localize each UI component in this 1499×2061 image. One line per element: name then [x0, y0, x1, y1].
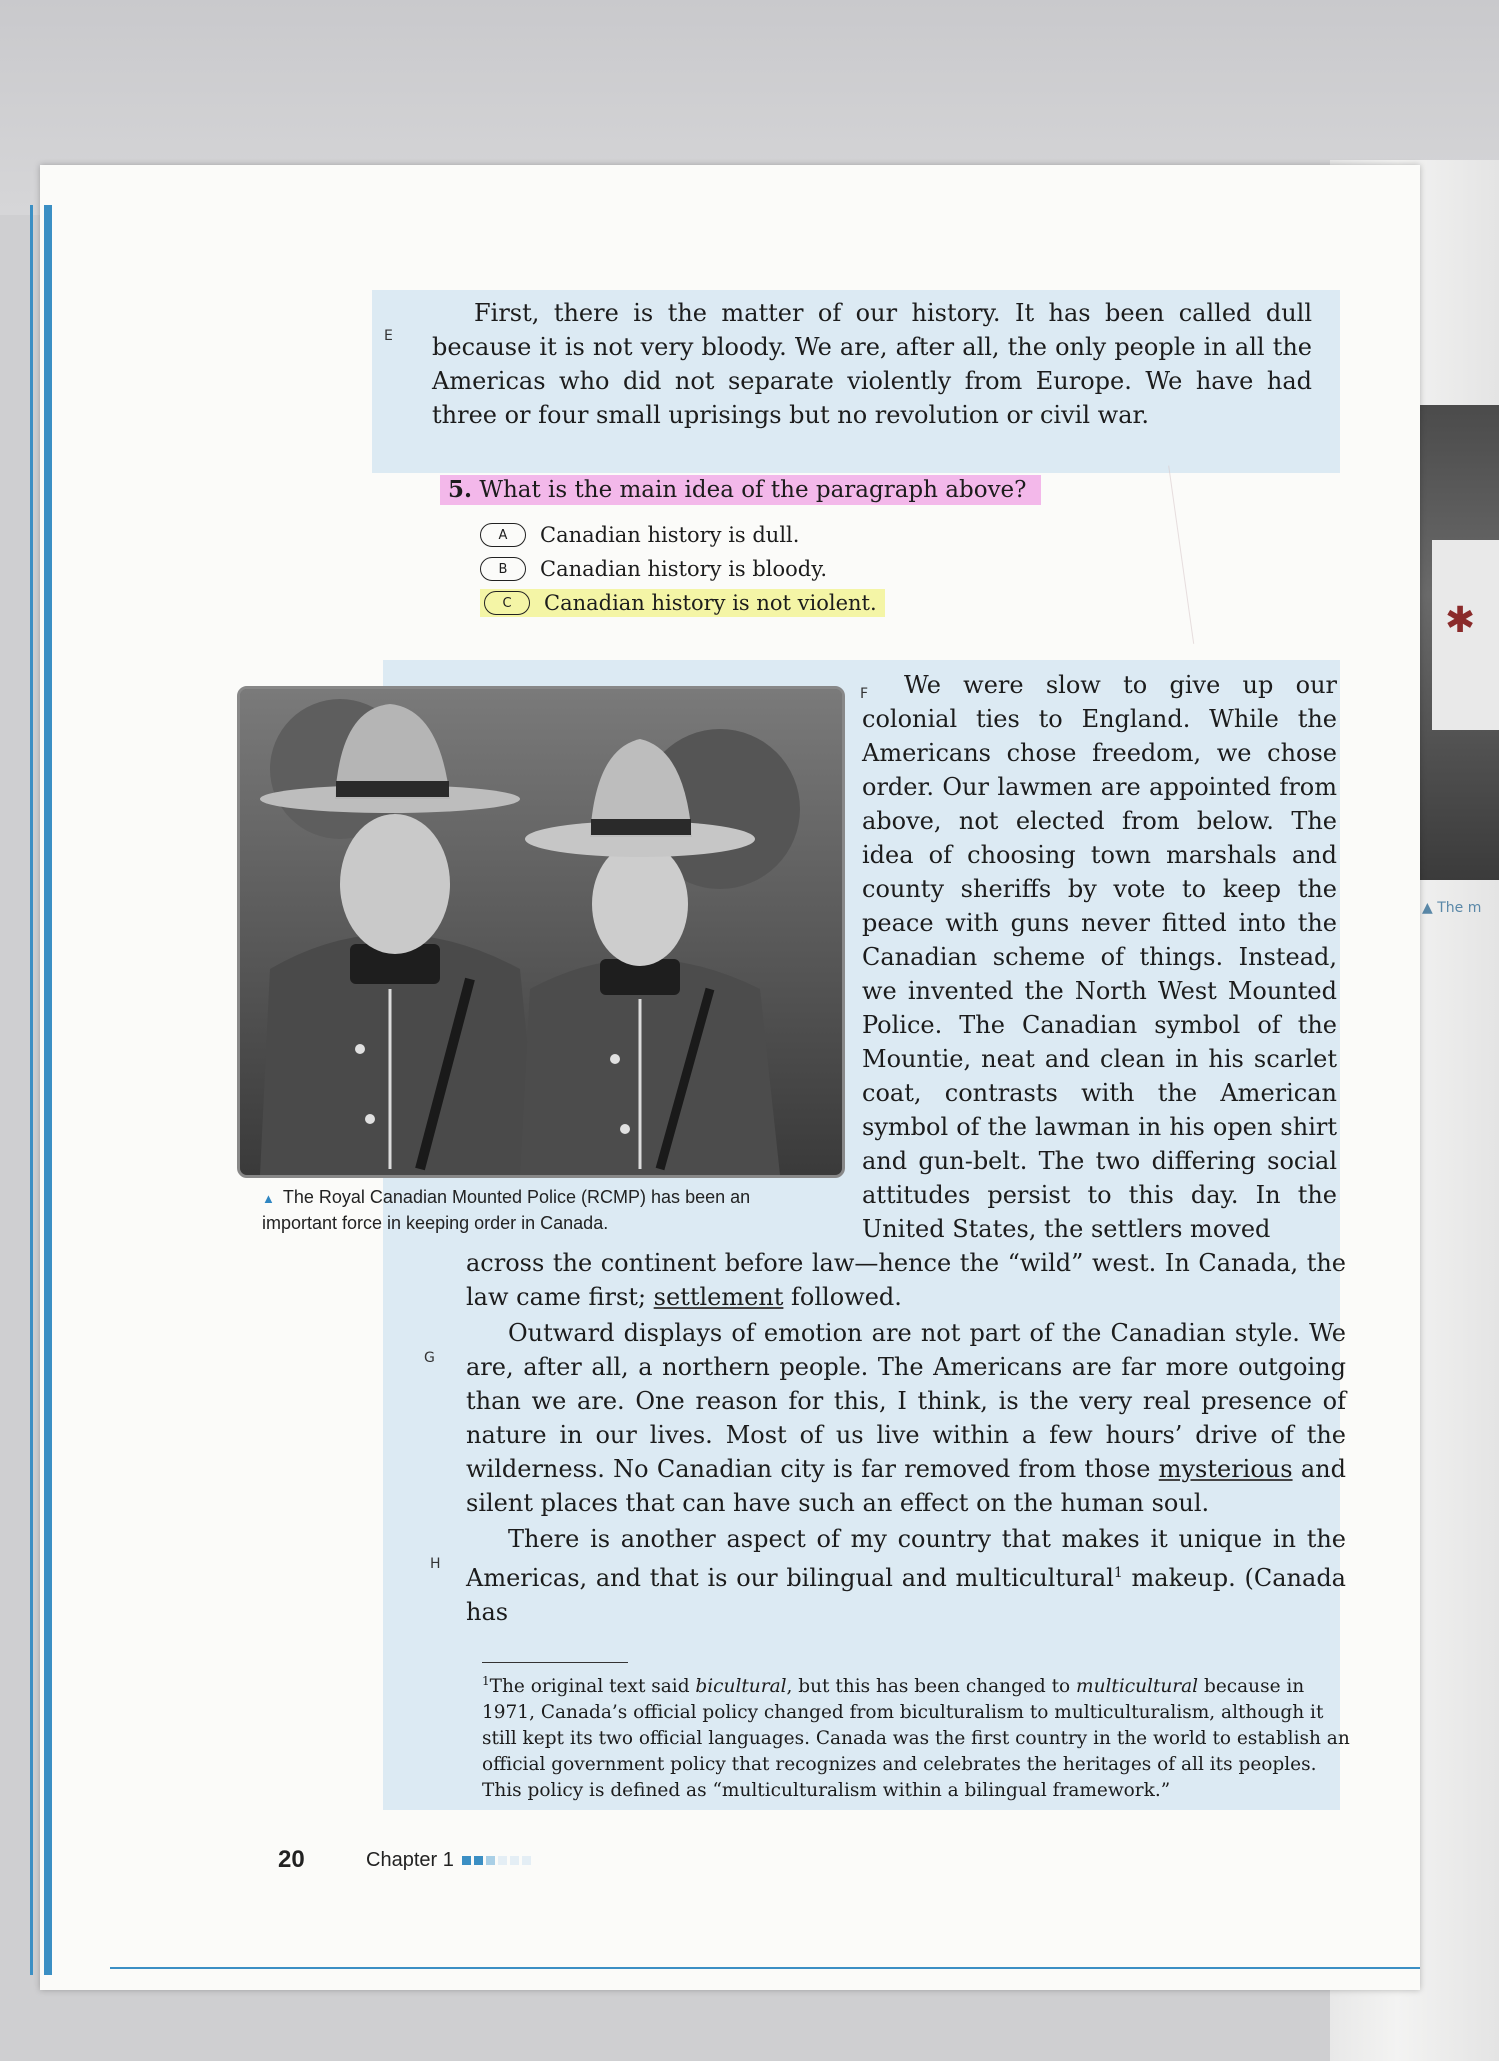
option-a-text: Canadian history is dull. [540, 523, 800, 547]
facing-page-caption: ▲ The m [1422, 900, 1482, 916]
pencil-scribble [1168, 446, 1333, 644]
footnote-rule [482, 1662, 628, 1663]
underlined-word-settlement: settlement [653, 1283, 784, 1311]
footnote-number: 1 [482, 1674, 490, 1688]
answer-bubble-b[interactable]: B [480, 557, 526, 581]
footnote-term-multicultural: multicultural [1076, 1676, 1199, 1698]
chapter-square-icon [510, 1856, 519, 1865]
underlined-word-mysterious: mysterious [1158, 1455, 1293, 1483]
chapter-square-icon [474, 1856, 483, 1865]
answer-options [480, 518, 885, 620]
paragraph-g-ending: and silent places that can have such an effect on the human soul. [466, 1455, 1346, 1517]
paragraph-marker-e: E [384, 328, 393, 344]
paragraph-e: First, there is the matter of our history. It has been called dull because it is not very bloody. We are, after all, the only people in all the Americas who did not separate violently from Europe. We have had three or four small uprisings but no revolution or civil war. [432, 299, 1312, 429]
question-5 [440, 476, 1041, 503]
footnote-text-1: The original text said [489, 1676, 696, 1698]
spine-line [30, 205, 33, 1975]
paragraph-marker-h: H [430, 1556, 441, 1572]
caption-triangle-icon: ▲ [262, 1191, 275, 1206]
chapter-label-text: Chapter 1 [366, 1849, 454, 1871]
maple-leaf-icon: ✱ [1445, 600, 1476, 641]
paragraph-h-text: There is another aspect of my country that makes it unique in the Americas, and that is our bilingual and multicultural [466, 1525, 1346, 1592]
footnote-term-bicultural: bicultural [695, 1676, 787, 1698]
photo-caption-text: The Royal Canadian Mounted Police (RCMP) has been an important force in keeping order in Canada. [262, 1187, 751, 1233]
spine-bar [44, 205, 52, 1975]
question-number: 5. [448, 476, 473, 503]
paragraph-h [466, 1522, 1346, 1629]
paragraph-g [466, 1316, 1346, 1520]
chapter-label [366, 1849, 531, 1872]
photo-caption [262, 1185, 822, 1235]
paragraph-h-ending: makeup. (Canada has [466, 1564, 1346, 1626]
answer-bubble-c[interactable]: C [484, 591, 530, 615]
paragraph-f-continued [466, 1246, 1346, 1314]
rcmp-officers-illustration [240, 689, 842, 1175]
chapter-square-icon [462, 1856, 471, 1865]
chapter-square-icon [522, 1856, 531, 1865]
page-number: 20 [278, 1846, 305, 1873]
option-c-text: Canadian history is not violent. [544, 591, 877, 615]
answer-bubble-a[interactable]: A [480, 523, 526, 547]
option-c-highlight [480, 589, 885, 617]
footnote-ref: 1 [1113, 1565, 1123, 1581]
paragraph-marker-g: G [424, 1350, 435, 1366]
chapter-square-icon [486, 1856, 495, 1865]
paragraph-g-text: Outward displays of emotion are not part of the Canadian style. We are, after all, a northern people. The Americans are far more outgoing than we are. One reason for this, I think, is the very real presence of nature in our lives. Most of us live within a few hours’ drive of the wilderness. No Canadian city is far removed from those [466, 1319, 1346, 1483]
paragraph-f-side: We were slow to give up our colonial ties to England. While the Americans chose freedom, we chose order. Our lawmen are appointed from above, not elected from below. The idea of choosing town marshals and county sheriffs by vote to keep the peace with guns never fitted into the Canadian scheme of things. Instead, we invented the North West Mounted Police. The Canadian symbol of the Mountie, neat and clean in his scarlet coat, contrasts with the American symbol of the lawman in his open shirt and gun-belt. The two differing social attitudes persist to this day. In the United States, the settlers moved [862, 671, 1337, 1243]
footnote [482, 1668, 1362, 1804]
rcmp-photo [237, 686, 845, 1178]
chapter-square-icon [498, 1856, 507, 1865]
question-highlight [440, 475, 1041, 505]
option-c[interactable] [480, 586, 885, 620]
facing-page-caption-text: The m [1437, 900, 1482, 916]
bottom-rule [110, 1967, 1420, 1969]
paragraph-marker-f: F [860, 686, 869, 702]
option-b-text: Canadian history is bloody. [540, 557, 827, 581]
option-b[interactable] [480, 552, 885, 586]
paragraph-f-ending: followed. [783, 1283, 902, 1311]
footnote-text-3: because in 1971, Canada’s official policy changed from biculturalism to multiculturalism, although it still kept its two official languages. Canada was the first country in the world to establish an official government policy that recognizes and celebrates the heritages of all its peoples. This policy is defined as “multiculturalism within a bilingual framework.” [482, 1676, 1350, 1802]
option-a[interactable] [480, 518, 885, 552]
footnote-text-2: , but this has been changed to [786, 1676, 1077, 1698]
question-prompt: What is the main idea of the paragraph above? [479, 477, 1027, 503]
paragraph-f-continued-text: across the continent before law—hence the “wild” west. In Canada, the law came first; [466, 1249, 1346, 1311]
